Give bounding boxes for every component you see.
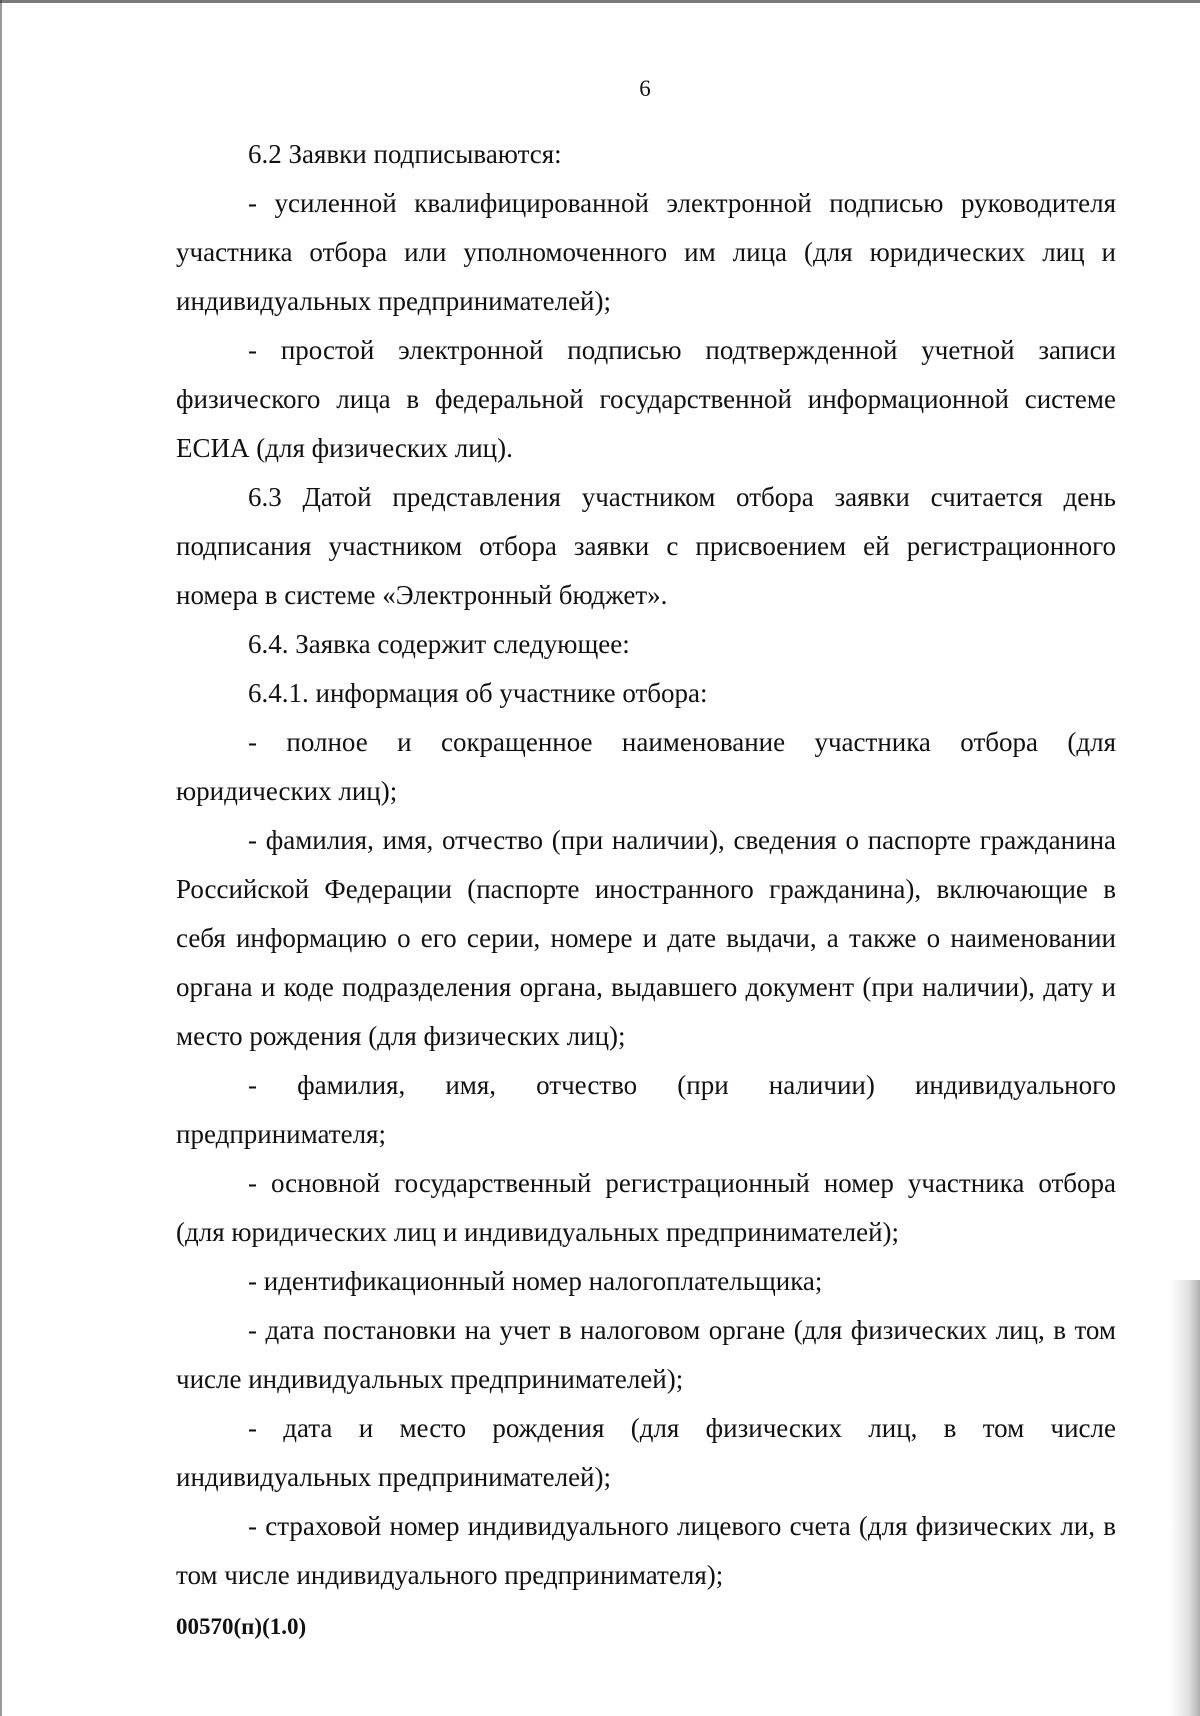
- paragraph-6-4-1: 6.4.1. информация об участнике отбора:: [248, 678, 708, 708]
- scan-edge-left: [0, 0, 2, 1716]
- scan-edge-right: [1170, 1280, 1200, 1716]
- scan-edge-top: [0, 0, 1200, 3]
- paragraph-inn: - идентификационный номер налогоплательщика;: [248, 1266, 823, 1296]
- document-body: [176, 130, 1116, 1600]
- paragraph-birth: - дата и место рождения (для физических лиц, в том числе индивидуальных предпринимателей);: [176, 1413, 1116, 1492]
- paragraph-ogrn: - основной государственный регистрационный номер участника отбора (для юридических лиц и индивидуальных предпринимателей);: [176, 1168, 1116, 1247]
- paragraph-full-name: - полное и сокращенное наименование участника отбора (для юридических лиц);: [176, 727, 1116, 806]
- paragraph-6-2: 6.2 Заявки подписываются:: [248, 139, 562, 169]
- paragraph-tax-registration: - дата постановки на учет в налоговом органе (для физических лиц, в том числе индивидуальных предпринимателей);: [176, 1315, 1116, 1394]
- paragraph-snils: - страховой номер индивидуального лицевого счета (для физических ли, в том числе индивидуального предпринимателя);: [176, 1511, 1116, 1590]
- paragraph-entrepreneur-name: - фамилия, имя, отчество (при наличии) индивидуального предпринимателя;: [176, 1070, 1116, 1149]
- paragraph-simple-signature: - простой электронной подписью подтвержденной учетной записи физического лица в федеральной государственной информационной системе ЕСИА (для физических лиц).: [176, 335, 1116, 463]
- page-number: 6: [639, 76, 651, 101]
- document-code: 00570(п)(1.0): [176, 1614, 307, 1639]
- paragraph-6-3: 6.3 Датой представления участником отбора заявки считается день подписания участником отбора заявки с присвоением ей регистрационного номера в системе «Электронный бюджет».: [176, 482, 1116, 610]
- paragraph-passport: - фамилия, имя, отчество (при наличии), сведения о паспорте гражданина Российской Федерации (паспорте иностранного гражданина), включающие в себя информацию о его серии, номере и дате выдачи, а также о наименовании органа и коде подразделения органа, выдавшего документ (при наличии), дату и место рождения (для физических лиц);: [176, 825, 1116, 1051]
- paragraph-6-4: 6.4. Заявка содержит следующее:: [248, 629, 630, 659]
- paragraph-qualified-signature: - усиленной квалифицированной электронной подписью руководителя участника отбора или уполномоченного им лица (для юридических лиц и индивидуальных предпринимателей);: [176, 188, 1116, 316]
